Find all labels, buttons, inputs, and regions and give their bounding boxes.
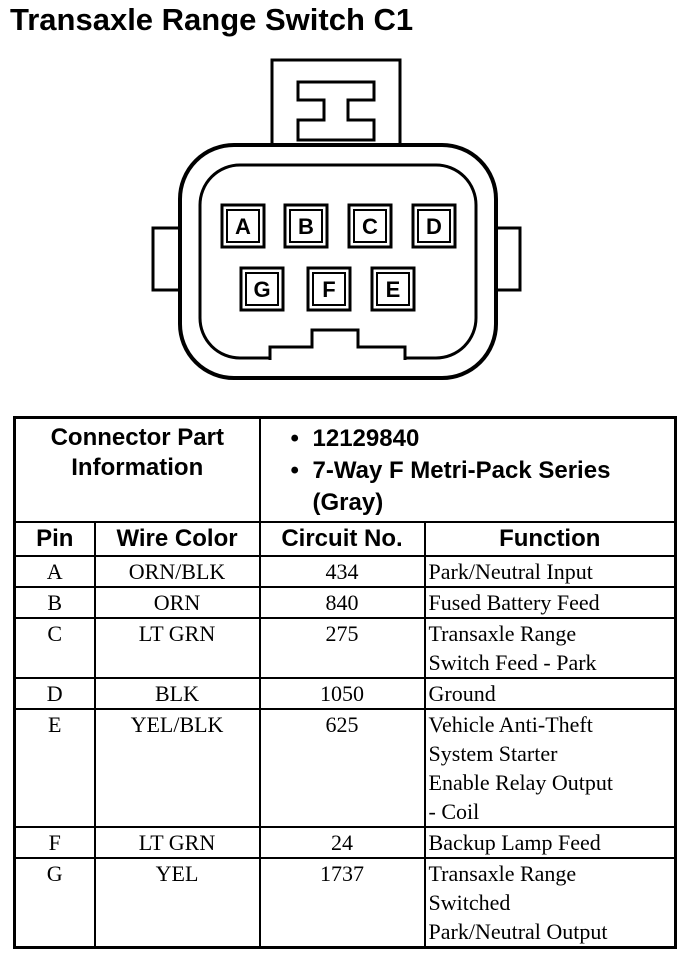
table-row (15, 556, 676, 587)
header-wire-color: Wire Color (95, 522, 260, 556)
cell-wire-color: BLK (95, 678, 260, 709)
cell-pin: B (15, 587, 95, 618)
cell-circuit-no: 840 (260, 587, 425, 618)
cell-wire-color: ORN (95, 587, 260, 618)
cell-circuit-no: 1737 (260, 858, 425, 948)
cell-wire-color: YEL/BLK (95, 709, 260, 827)
pin-label-d: D (426, 214, 442, 239)
connector-series: • 7-Way F Metri-Pack Series (Gray) (291, 455, 675, 519)
function-line: Switch Feed - Park (428, 650, 597, 675)
cell-wire-color: YEL (95, 858, 260, 948)
cell-circuit-no: 625 (260, 709, 425, 827)
cell-pin: C (15, 618, 95, 678)
cell-circuit-no: 1050 (260, 678, 425, 709)
part-number: • 12129840 (291, 423, 675, 455)
diagram-title: Transaxle Range Switch C1 (10, 2, 414, 37)
function-line: Fused Battery Feed (428, 590, 600, 615)
info-label-line2: Information (71, 454, 204, 481)
cell-pin: F (15, 827, 95, 858)
connector-info-label (15, 418, 260, 523)
function-line: Transaxle Range (428, 861, 577, 886)
cell-function (425, 556, 676, 587)
function-line: Switched (428, 890, 511, 915)
function-line: Park/Neutral Output (428, 919, 608, 944)
cell-wire-color: LT GRN (95, 827, 260, 858)
table-header-row (15, 522, 676, 556)
connector-info-values (260, 418, 676, 523)
connector-info-row (15, 418, 676, 523)
pin-label-e: E (385, 277, 401, 302)
function-line: Vehicle Anti-Theft (428, 712, 593, 737)
pin-label-g: G (253, 277, 271, 302)
table-row (15, 709, 676, 827)
connector-pin-table (13, 416, 677, 949)
function-line: Transaxle Range (428, 621, 577, 646)
function-line: Backup Lamp Feed (428, 830, 601, 855)
table-row (15, 678, 676, 709)
cell-wire-color: LT GRN (95, 618, 260, 678)
cell-wire-color: ORN/BLK (95, 556, 260, 587)
cell-function (425, 618, 676, 678)
function-line: Enable Relay Output (428, 770, 614, 795)
table-row (15, 827, 676, 858)
table-row (15, 858, 676, 948)
cell-pin: A (15, 556, 95, 587)
header-function: Function (425, 522, 676, 556)
function-line: Park/Neutral Input (428, 559, 593, 584)
function-line: Ground (428, 681, 496, 706)
cell-function (425, 827, 676, 858)
info-label-line1: Connector Part (50, 424, 224, 451)
cell-circuit-no: 434 (260, 556, 425, 587)
cell-pin: E (15, 709, 95, 827)
pin-label-c: C (362, 214, 378, 239)
cell-function (425, 678, 676, 709)
cell-function (425, 587, 676, 618)
cell-pin: D (15, 678, 95, 709)
function-line: - Coil (428, 799, 480, 824)
connector-face-diagram (0, 0, 688, 410)
header-pin: Pin (15, 522, 95, 556)
pin-label-f: F (322, 277, 336, 302)
function-line: System Starter (428, 741, 558, 766)
pin-label-b: B (298, 214, 314, 239)
cell-function (425, 858, 676, 948)
cell-circuit-no: 24 (260, 827, 425, 858)
table-row (15, 587, 676, 618)
cell-circuit-no: 275 (260, 618, 425, 678)
cell-pin: G (15, 858, 95, 948)
pin-label-a: A (235, 214, 251, 239)
cell-function (425, 709, 676, 827)
table-row (15, 618, 676, 678)
header-circuit-no: Circuit No. (260, 522, 425, 556)
